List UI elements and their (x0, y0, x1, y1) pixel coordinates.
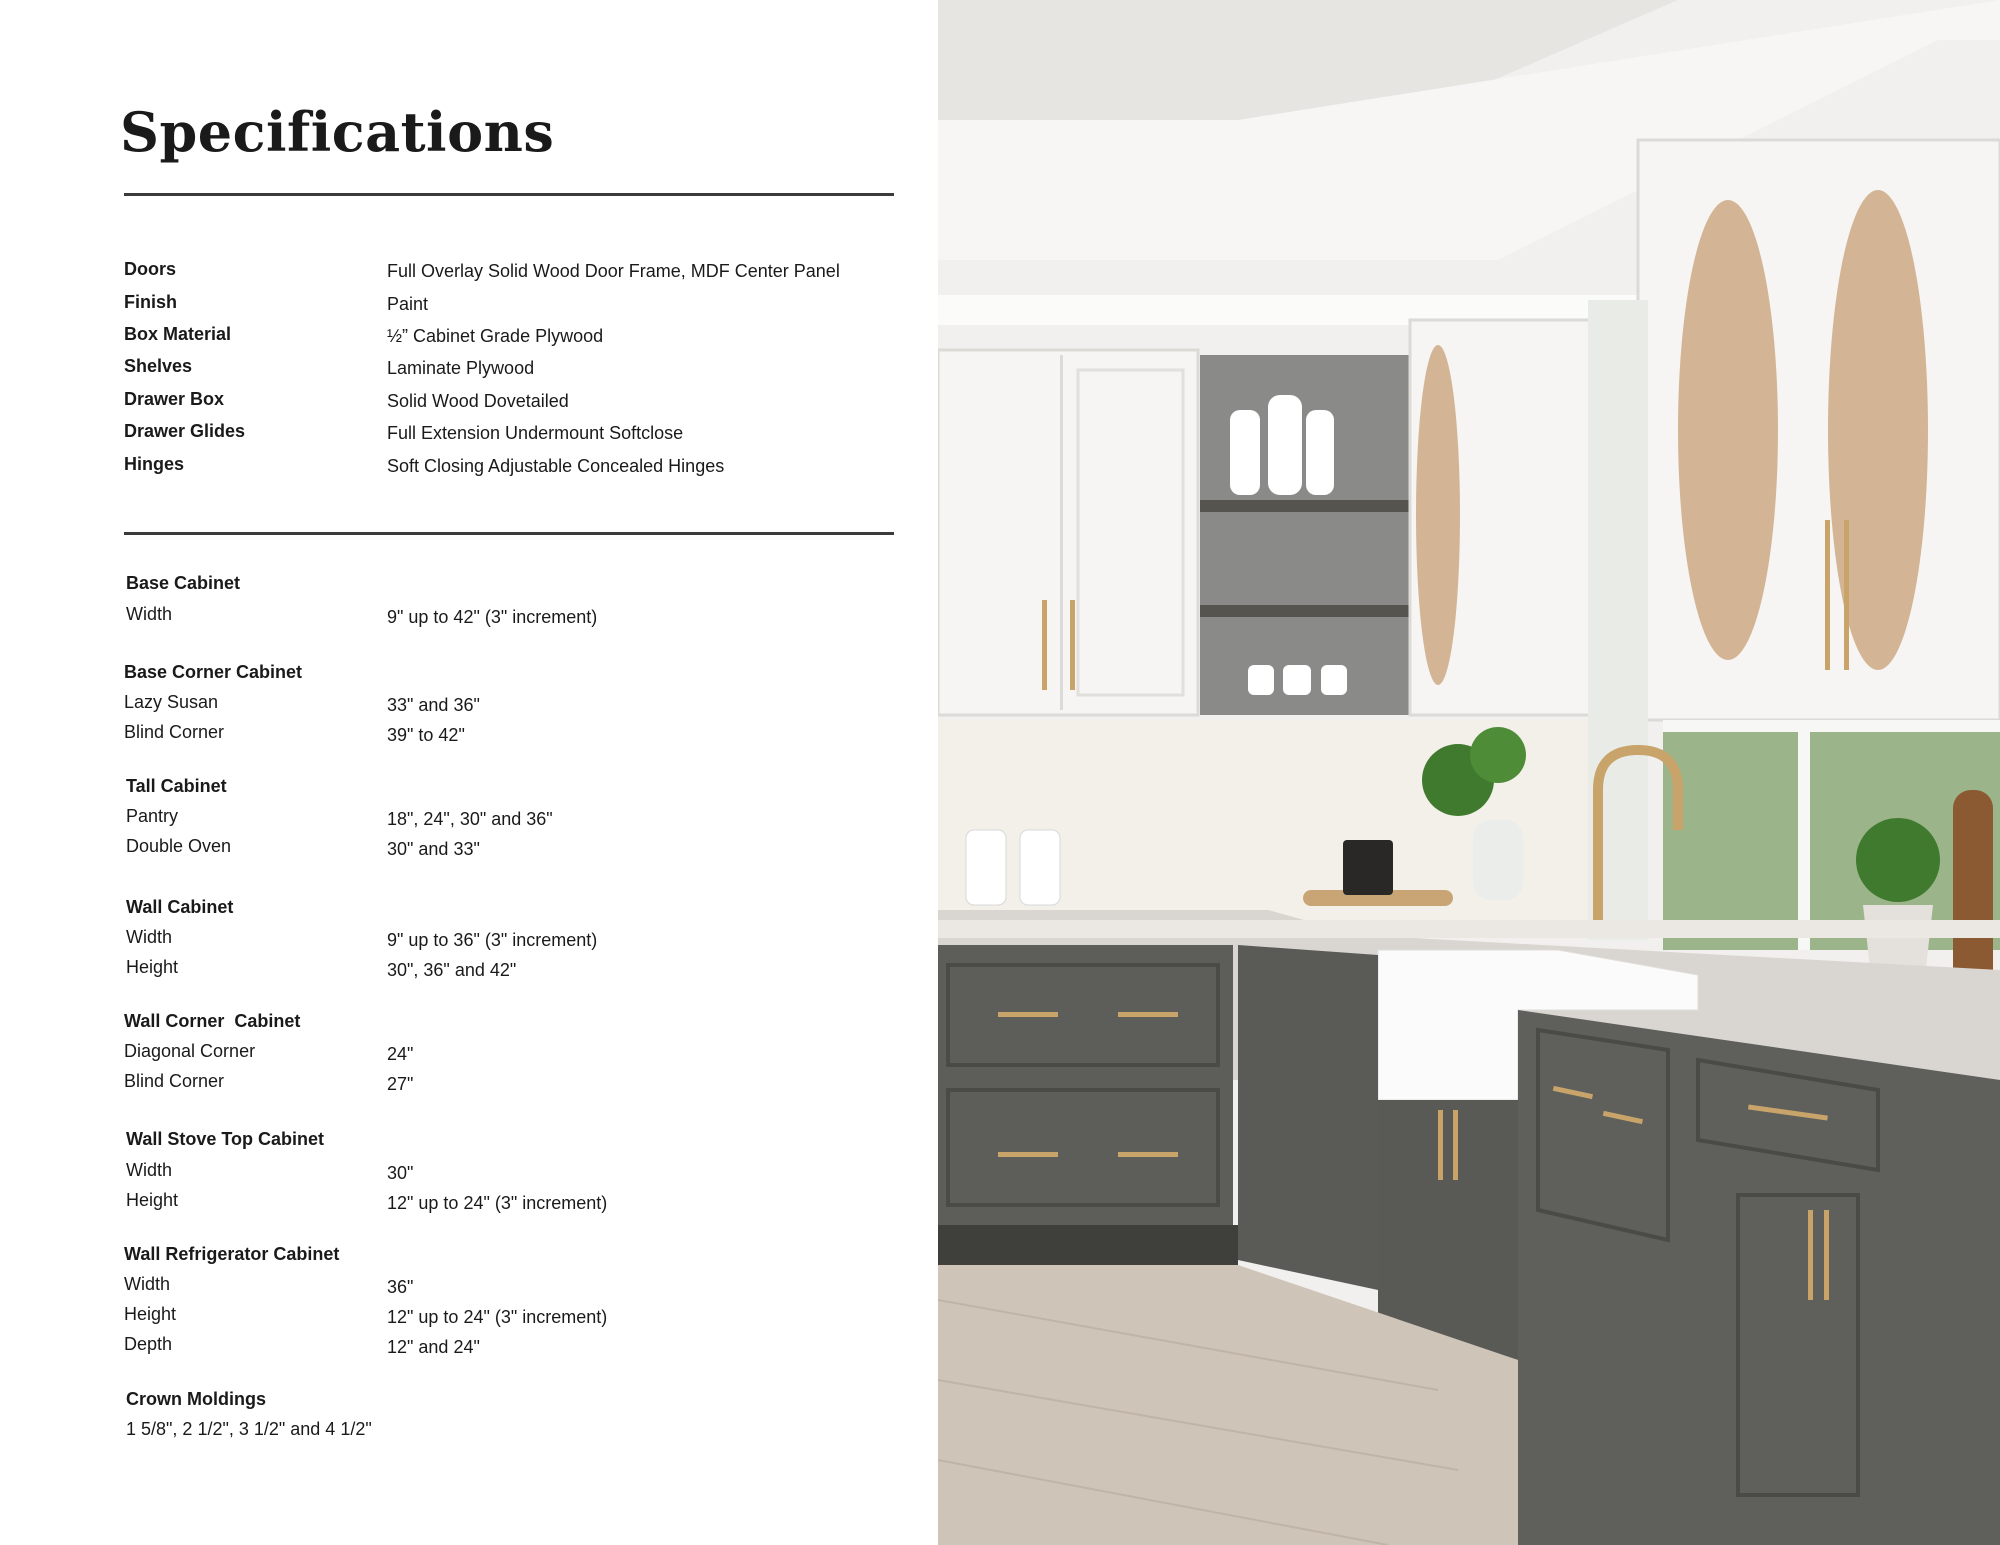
size-row (124, 1274, 894, 1304)
spec-label: Finish (124, 292, 177, 312)
group-heading-wall-stove-top-cabinet: Wall Stove Top Cabinet (126, 1129, 325, 1149)
handle (1438, 1110, 1443, 1180)
size-value: 33" and 36" (387, 695, 480, 715)
spec-value: Laminate Plywood (387, 358, 535, 378)
handle (1824, 1210, 1829, 1300)
handle (1844, 520, 1849, 670)
glass-panel (1678, 200, 1778, 660)
mug (1248, 665, 1274, 695)
group-heading-wall-cabinet: Wall Cabinet (126, 897, 234, 917)
size-value: 18", 24", 30" and 36" (387, 809, 553, 829)
open-shelf (1200, 355, 1410, 715)
size-label: Lazy Susan (124, 692, 219, 712)
size-row (126, 1419, 896, 1449)
size-value: 12" up to 24" (3" increment) (387, 1307, 608, 1327)
spec-value: Soft Closing Adjustable Concealed Hinges (387, 456, 725, 476)
handle (1070, 600, 1075, 690)
shelf (1200, 605, 1410, 617)
size-value: 12" up to 24" (3" increment) (387, 1193, 608, 1213)
bottle (1230, 410, 1260, 495)
group-heading-wall-refrigerator-cabinet: Wall Refrigerator Cabinet (124, 1244, 340, 1264)
handle (1042, 600, 1047, 690)
glass-panel (1828, 190, 1928, 670)
spec-row-drawer-box (124, 389, 894, 421)
size-label: Width (126, 927, 173, 947)
jar (1343, 840, 1393, 895)
plant-leaves (1470, 727, 1526, 783)
size-value: 30", 36" and 42" (387, 960, 517, 980)
group-heading-wall-corner-cabinet: Wall Corner Cabinet (124, 1011, 301, 1031)
size-row (126, 927, 896, 957)
spec-value: Full Extension Undermount Softclose (387, 423, 684, 443)
size-row (124, 1304, 894, 1334)
size-value: 36" (387, 1277, 414, 1297)
window-mullion (1663, 720, 2000, 732)
mug (1283, 665, 1311, 695)
size-value: 30" and 33" (387, 839, 480, 859)
spec-row-finish (124, 292, 894, 324)
spec-label: Drawer Box (124, 389, 225, 409)
toe-kick (938, 1225, 1238, 1265)
spec-value: ½” Cabinet Grade Plywood (387, 326, 604, 346)
size-label: Width (126, 1160, 173, 1180)
size-label: 1 5/8", 2 1/2", 3 1/2" and 4 1/2" (126, 1419, 372, 1439)
handle (1453, 1110, 1458, 1180)
spec-row-doors (124, 259, 894, 291)
size-label: Blind Corner (124, 1071, 225, 1091)
size-label: Blind Corner (124, 722, 225, 742)
size-row (124, 692, 894, 722)
size-row (124, 1334, 894, 1364)
bottle (1268, 395, 1302, 495)
counter-edge (938, 920, 2000, 938)
size-row (124, 1041, 894, 1071)
divider-top (124, 193, 894, 196)
group-heading-tall-cabinet: Tall Cabinet (126, 776, 227, 796)
size-value: 27" (387, 1074, 414, 1094)
size-value: 9" up to 36" (3" increment) (387, 930, 598, 950)
size-row (124, 1071, 894, 1101)
size-label: Diagonal Corner (124, 1041, 256, 1061)
size-label: Height (126, 957, 179, 977)
spec-row-shelves (124, 356, 894, 388)
handle (1118, 1012, 1178, 1017)
kitchen-photo (938, 0, 2000, 1545)
plant-leaves (1856, 818, 1940, 902)
group-heading-crown-moldings: Crown Moldings (126, 1389, 266, 1409)
lower-cabinet (938, 945, 1233, 1225)
cabinet-seam (1060, 355, 1063, 710)
spec-label: Box Material (124, 324, 232, 344)
spec-value: Solid Wood Dovetailed (387, 391, 569, 411)
size-label: Height (124, 1304, 177, 1324)
size-row (126, 836, 896, 866)
page-title: Specifications (120, 100, 555, 164)
spec-label: Doors (124, 259, 177, 279)
size-value: 39" to 42" (387, 725, 465, 745)
spec-row-drawer-glides (124, 421, 894, 453)
size-value: 9" up to 42" (3" increment) (387, 607, 598, 627)
spec-label: Drawer Glides (124, 421, 246, 441)
size-label: Pantry (126, 806, 179, 826)
size-row (126, 604, 896, 634)
spec-value: Paint (387, 294, 429, 314)
size-value: 30" (387, 1163, 414, 1183)
window-mullion (1798, 720, 1810, 950)
canister (966, 830, 1006, 905)
spec-label: Shelves (124, 356, 193, 376)
lower-cabinet (1238, 945, 1378, 1290)
size-label: Width (126, 604, 173, 624)
size-value: 12" and 24" (387, 1337, 480, 1357)
upper-cabinet (938, 350, 1198, 715)
size-label: Double Oven (126, 836, 232, 856)
group-heading-base-corner-cabinet: Base Corner Cabinet (124, 662, 303, 682)
size-row (126, 1190, 896, 1220)
specifications-panel (0, 0, 938, 1545)
spec-row-box-material (124, 324, 894, 356)
handle (1808, 1210, 1813, 1300)
spec-value: Full Overlay Solid Wood Door Frame, MDF Center Panel (387, 261, 840, 281)
spec-row-hinges (124, 454, 894, 486)
glass-panel (1416, 345, 1460, 685)
divider-middle (124, 532, 894, 535)
size-label: Depth (124, 1334, 173, 1354)
kitchen-illustration (938, 0, 2000, 1545)
handle (998, 1152, 1058, 1157)
vase (1473, 820, 1523, 900)
bottle (1306, 410, 1334, 495)
spec-label: Hinges (124, 454, 185, 474)
size-label: Width (124, 1274, 171, 1294)
size-row (126, 957, 896, 987)
lower-cabinet (1518, 1010, 2000, 1545)
handle (1118, 1152, 1178, 1157)
handle (1825, 520, 1830, 670)
handle (998, 1012, 1058, 1017)
size-row (126, 1160, 896, 1190)
size-row (124, 722, 894, 752)
size-value: 24" (387, 1044, 414, 1064)
mug (1321, 665, 1347, 695)
group-heading-base-cabinet: Base Cabinet (126, 573, 241, 593)
canister (1020, 830, 1060, 905)
shelf (1200, 500, 1410, 512)
window (1663, 720, 2000, 950)
size-label: Height (126, 1190, 179, 1210)
size-row (126, 806, 896, 836)
